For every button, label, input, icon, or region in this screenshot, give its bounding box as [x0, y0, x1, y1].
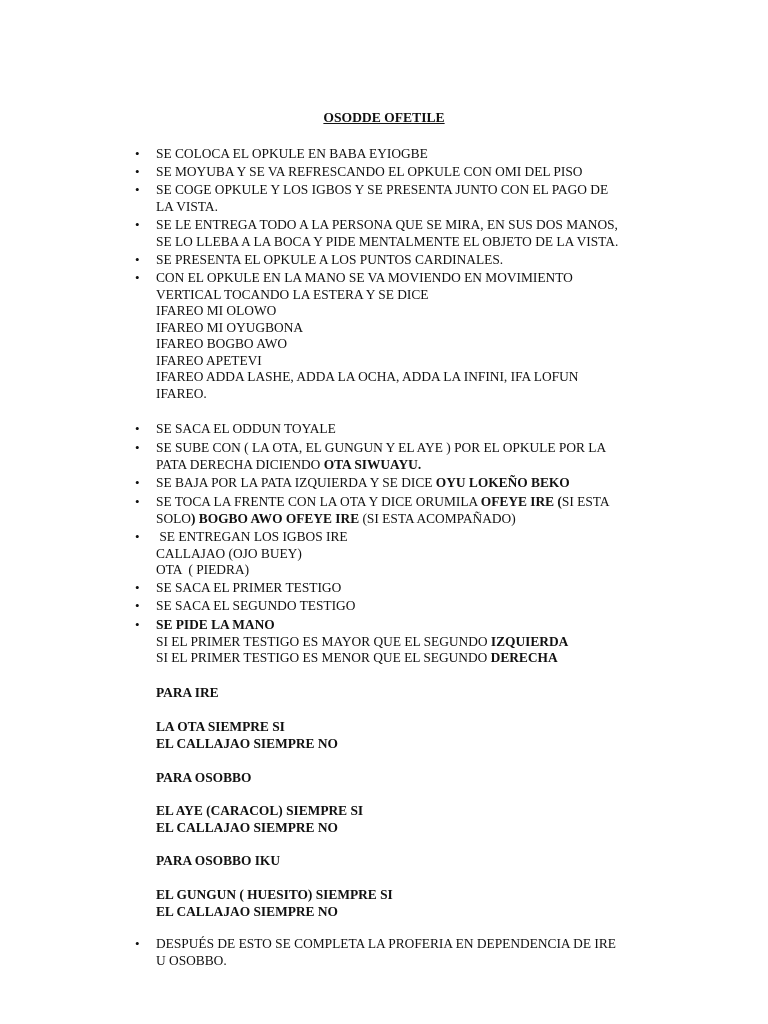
section-heading-para-osobbo-iku: PARA OSOBBO IKU: [156, 853, 281, 868]
item-text-line: [156, 475, 676, 492]
invocation-line: IFAREO ADDA LASHE, ADDA LA OCHA, ADDA LA INFINI, IFA LOFUN: [156, 369, 579, 384]
list-item: [135, 529, 676, 579]
section-heading-para-osobbo: PARA OSOBBO: [156, 770, 252, 785]
item-text-line: [156, 457, 676, 474]
text-run: SE BAJA POR LA PATA IZQUIERDA Y SE DICE: [156, 475, 436, 490]
bullet-icon: •: [135, 182, 140, 197]
item-text: SE PRESENTA EL OPKULE A LOS PUNTOS CARDINALES.: [156, 252, 504, 267]
document-title: OSODDE OFETILE: [323, 110, 445, 125]
text-run: SE TOCA LA FRENTE CON LA OTA Y DICE ORUMILA: [156, 494, 481, 509]
rule-line: EL AYE (CARACOL) SIEMPRE SI: [156, 803, 364, 818]
text-run: SI EL PRIMER TESTIGO ES MENOR QUE EL SEGUNDO: [156, 650, 491, 665]
item-text-line: OTA ( PIEDRA): [156, 562, 250, 577]
bold-text-run: OFEYE IRE (: [480, 494, 562, 509]
bullet-icon: •: [135, 421, 140, 436]
bullet-icon: •: [135, 580, 140, 595]
item-text: SE SACA EL ODDUN TOYALE: [156, 421, 336, 436]
bullet-icon: •: [135, 146, 140, 161]
item-text: SE MOYUBA Y SE VA REFRESCANDO EL OPKULE CON OMI DEL PISO: [156, 164, 583, 179]
bold-text-run: OTA SIWUAYU.: [323, 456, 422, 472]
text-run: (SI ESTA ACOMPAÑADO): [359, 510, 516, 526]
list-item: [135, 270, 676, 402]
list-item: [135, 617, 676, 667]
item-text: SE SACA EL SEGUNDO TESTIGO: [156, 598, 356, 613]
bullet-icon: •: [135, 617, 140, 632]
bold-text-run: DERECHA: [490, 650, 558, 665]
list-item: [135, 146, 676, 163]
item-text-line: SE ENTREGAN LOS IGBOS IRE: [156, 529, 348, 544]
list-item: [135, 494, 676, 527]
item-text-line: [156, 634, 676, 651]
list-item: [135, 252, 676, 269]
item-text-line: LA VISTA.: [156, 198, 218, 214]
invocation-line: IFAREO MI OYUGBONA: [156, 319, 304, 335]
item-text-line: [156, 650, 676, 667]
bullet-icon: •: [135, 529, 140, 544]
item-text-line: VERTICAL TOCANDO LA ESTERA Y SE DICE: [156, 286, 429, 302]
text-run: SI ESTA: [561, 494, 610, 509]
rule-line: EL CALLAJAO SIEMPRE NO: [156, 820, 338, 835]
list-item: [135, 936, 676, 969]
bold-text-run: OYU LOKEÑO BEKO: [435, 475, 570, 490]
list-item: [135, 440, 676, 473]
item-text-line: [156, 511, 676, 528]
list-item: [135, 475, 676, 492]
invocation-line: IFAREO BOGBO AWO: [156, 336, 288, 351]
rule-line: LA OTA SIEMPRE SI: [156, 719, 285, 734]
bold-text-run: IZQUIERDA: [490, 633, 569, 649]
invocation-line: IFAREO.: [156, 385, 207, 401]
item-text: SE SACA EL PRIMER TESTIGO: [156, 580, 342, 595]
rule-line: EL CALLAJAO SIEMPRE NO: [156, 736, 338, 751]
list-item: [135, 164, 676, 181]
item-text-line: CALLAJAO (OJO BUEY): [156, 545, 302, 561]
list-item: [135, 182, 676, 215]
bullet-icon: •: [135, 598, 140, 613]
text-run: SI EL PRIMER TESTIGO ES MAYOR QUE EL SEGUNDO: [156, 633, 491, 649]
item-text-line: U OSOBBO.: [156, 952, 227, 968]
list-item: [135, 421, 676, 438]
list-item: [135, 217, 676, 250]
bullet-icon: •: [135, 252, 140, 267]
text-run: SOLO: [156, 510, 191, 526]
text-run: PATA DERECHA DICIENDO: [156, 456, 324, 472]
item-text-line: DESPUÉS DE ESTO SE COMPLETA LA PROFERIA EN DEPENDENCIA DE IRE: [156, 936, 616, 951]
bullet-icon: •: [135, 936, 140, 951]
invocation-line: IFAREO APETEVI: [156, 352, 262, 368]
bold-text-run: ) BOGBO AWO OFEYE IRE: [190, 510, 360, 526]
item-text: SE COLOCA EL OPKULE EN BABA EYIOGBE: [156, 146, 428, 161]
item-text-line: SE COGE OPKULE Y LOS IGBOS Y SE PRESENTA JUNTO CON EL PAGO DE: [156, 182, 609, 197]
bullet-icon: •: [135, 217, 140, 232]
bullet-icon: •: [135, 494, 140, 509]
invocation-line: IFAREO MI OLOWO: [156, 303, 277, 318]
list-item: [135, 598, 676, 615]
bullet-icon: •: [135, 270, 140, 285]
list-item: [135, 580, 676, 597]
item-text-line: SE SUBE CON ( LA OTA, EL GUNGUN Y EL AYE ) POR EL OPKULE POR LA: [156, 440, 607, 455]
bullet-icon: •: [135, 440, 140, 455]
bullet-icon: •: [135, 164, 140, 179]
bullet-icon: •: [135, 475, 140, 490]
item-text-line: SE LO LLEBA A LA BOCA Y PIDE MENTALMENTE EL OBJETO DE LA VISTA.: [156, 233, 619, 249]
item-text-line: [156, 494, 676, 511]
rule-line: EL GUNGUN ( HUESITO) SIEMPRE SI: [156, 887, 393, 902]
item-heading: SE PIDE LA MANO: [156, 617, 275, 632]
rule-line: EL CALLAJAO SIEMPRE NO: [156, 904, 338, 919]
item-text-line: CON EL OPKULE EN LA MANO SE VA MOVIENDO EN MOVIMIENTO: [156, 270, 573, 285]
item-text-line: SE LE ENTREGA TODO A LA PERSONA QUE SE MIRA, EN SUS DOS MANOS,: [156, 217, 618, 232]
section-heading-para-ire: PARA IRE: [156, 685, 219, 700]
